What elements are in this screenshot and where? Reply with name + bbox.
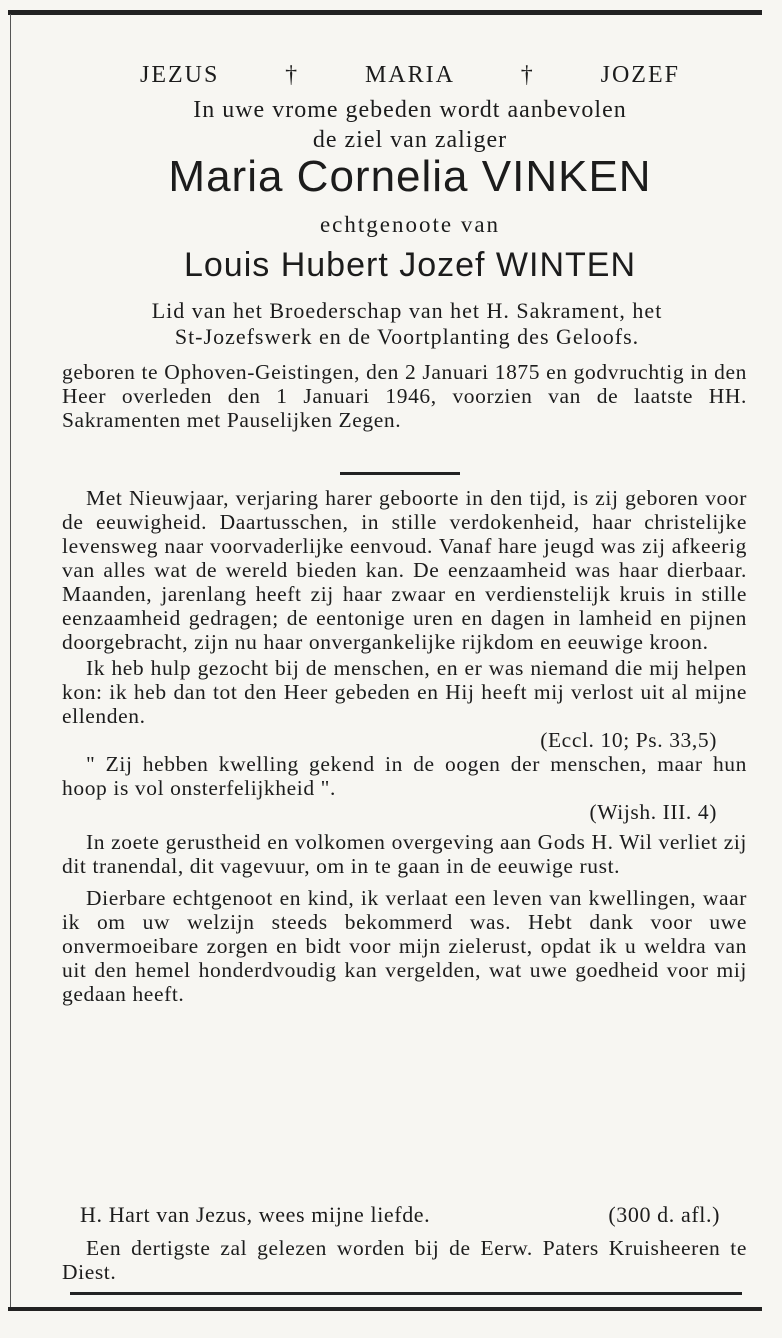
cross-icon: † [285, 62, 300, 88]
bottom-inner-rule [70, 1292, 742, 1295]
deceased-name: Maria Cornelia VINKEN [168, 152, 652, 201]
closing-text: Een dertigste zal gelezen worden bij de Eerw. Paters Kruisheeren te Diest. [62, 1236, 747, 1284]
text-block-main [62, 486, 747, 1006]
intro-text [100, 95, 720, 155]
membership-line-1: Lid van het Broederschap van het H. Sakrament, het [151, 298, 663, 323]
intro-line-1: In uwe vrome gebeden wordt aanbevolen [193, 97, 627, 123]
paragraph-1: Met Nieuwjaar, verjaring harer geboorte in den tijd, is zij geboren voor de eeuwigheid. Daartusschen, in stille verdokenheid, haar christelijke levensweg naar voorvaderlijke eenvoud. Vanaf hare jeugd was zij afkeerig van alles wat de wereld bieden kan. De eenzaamheid was haar dierbaar. Maanden, jarenlang heeft zij haar zwaar en verdienstelijk kruis in stille eenzaamheid gedragen; de eentonige uren en dagen in lamheid en pijnen doorgebracht, zijn nu haar onvergankelijke rijkdom en eeuwige kroon. [62, 486, 747, 654]
intro-line-2: de ziel van zaliger [312, 127, 508, 153]
indulgence-text: (300 d. afl.) [608, 1202, 720, 1227]
bottom-border-rule [8, 1307, 762, 1311]
paragraph-4: In zoete gerustheid en volkomen overgeving aan Gods H. Wil verliet zij dit tranendal, dit vagevuur, om in te gaan in de eeuwige rust. [62, 830, 747, 878]
prayer-text: H. Hart van Jezus, wees mijne liefde. [80, 1202, 431, 1227]
top-border-rule [8, 10, 762, 15]
header-maria: MARIA [364, 62, 455, 88]
holy-names-header [140, 62, 680, 89]
separator-rule [340, 472, 460, 475]
cross-icon: † [520, 62, 535, 88]
spouse-of-label: echtgenoote van [319, 212, 501, 237]
paragraph-3-reference: (Wijsh. III. 4) [589, 800, 717, 824]
birth-death-text: geboren te Ophoven-Geistingen, den 2 Januari 1875 en godvruchtig in den Heer overleden den 1 Januari 1946, voorzien van de laatste HH. Sakramenten met Pauselijken Zegen. [62, 360, 747, 432]
paragraph-2: Ik heb hulp gezocht bij de menschen, en er was niemand die mij helpen kon: ik heb dan tot den Heer gebeden en Hij heeft mij verlost uit al mijne ellenden. [62, 656, 747, 728]
membership-text [62, 298, 752, 350]
spouse-name: Louis Hubert Jozef WINTEN [183, 246, 637, 284]
header-jozef: JOZEF [600, 62, 680, 88]
paragraph-5: Dierbare echtgenoot en kind, ik verlaat een leven van kwellingen, waar ik om uw welzijn steeds bekommerd was. Hebt dank voor uwe onvermoeibare zorgen en bidt voor mijn zielerust, opdat ik u weldra van uit den hemel honderdvoudig kan vergelden, wat uwe goedheid voor mij gedaan heeft. [62, 886, 747, 1006]
paragraph-2-reference: (Eccl. 10; Ps. 33,5) [540, 728, 717, 752]
left-border-line [10, 14, 11, 1308]
paragraph-3: " Zij hebben kwelling gekend in de oogen der menschen, maar hun hoop is vol onsterfelijkheid ". [62, 752, 747, 800]
membership-line-2: St-Jozefswerk en de Voortplanting des Geloofs. [174, 324, 640, 349]
prayer-line [80, 1202, 720, 1228]
header-jezus: JEZUS [140, 62, 220, 88]
